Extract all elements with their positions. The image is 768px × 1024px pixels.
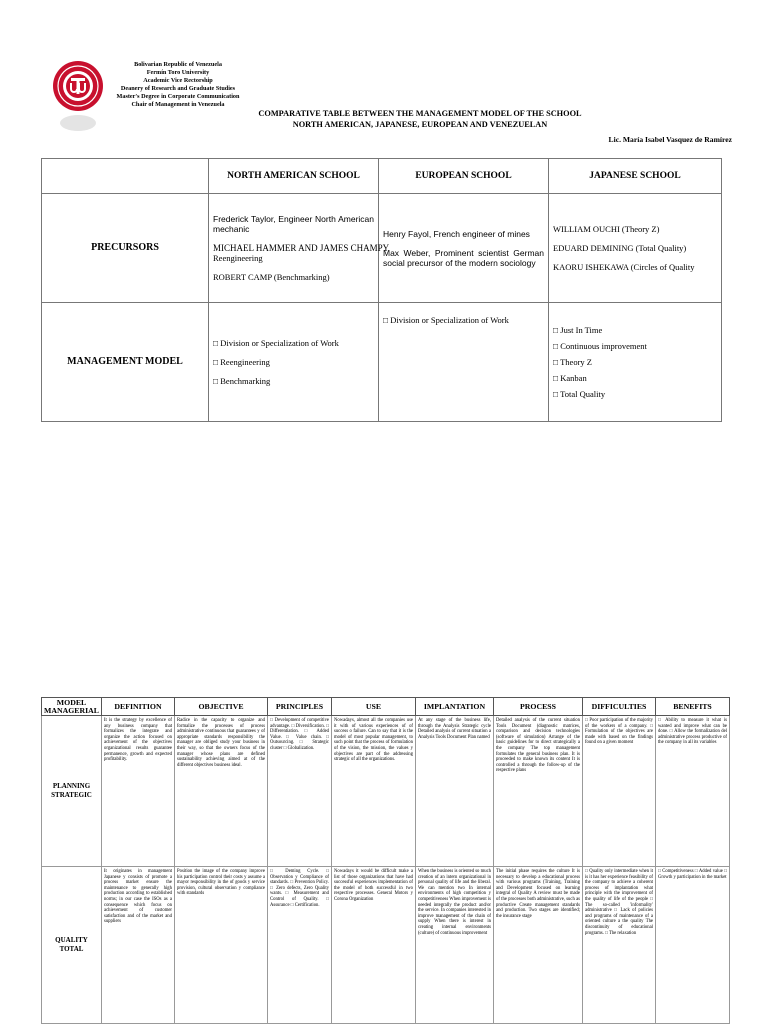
schools-comparison-table xyxy=(41,158,722,422)
empty-header-cell xyxy=(42,159,209,194)
cell-benefits: □ Ability to measure it what is wanted and improve what can be done. □ Allow the formalization del administrative process productive of the company in all its variables xyxy=(656,716,730,867)
col-header-objective: OBJECTIVE xyxy=(175,698,268,716)
precursor-item: ROBERT CAMP (Benchmarking) xyxy=(213,272,330,282)
col-header-implantation: IMPLANTATION xyxy=(416,698,494,716)
cell-principles: □ Deming Cycle. □ Observation y Compliance of standards. □ Prevention Policy. □ Zero defects, Zero Quality wants. □ Measurement and Control of Quality. □ Assurance □ Certification. xyxy=(268,867,332,1024)
model-item: □ Continuous improvement xyxy=(553,341,647,351)
header-european: EUROPEAN SCHOOL xyxy=(379,159,549,194)
row-label-quality: QUALITY TOTAL xyxy=(42,867,102,1024)
table-row xyxy=(42,716,730,867)
row-label-planning: PLANNING STRATEGIC xyxy=(42,716,102,867)
institution-line: Deanery of Research and Graduate Studies xyxy=(120,85,236,93)
precursor-item: EDUARD DEMINING (Total Quality) xyxy=(553,243,687,253)
precursor-item: Henry Fayol, French engineer of mines xyxy=(383,228,530,239)
cell-process: Detailed analysis of the current situation Tools Document (diagnostic matrices, comparison and decision technologies (software of simulation) Arrange of the basic guidelines for to direct strategically a the company The top management formulates the general business plan. It is proceeded to make known its content It is controlled a through the follow-up of the respective plans xyxy=(494,716,583,867)
model-item: □ Division or Specialization of Work xyxy=(383,315,509,325)
cell-implantation: At any stage of the business life, through the Analysis Strategic cycle Detailed analysis of current situation a Analysis Tools Document Plan named xyxy=(416,716,494,867)
document-title xyxy=(180,108,660,130)
cell-difficulties: □ Quality only intermediate when it is it has her experience feasibility of the company to achieve a coherent process of implantation what principle with the improvement of the quality of life of the people □ The so-called 'informality' administrative □ Lack of policies and programs of maintenance of a oriented culture a the quality The discontinuity of educational programs. □ The relaxation xyxy=(583,867,656,1024)
cell-benefits: □ Competitiveness □ Added value □ Growth y participation in the market xyxy=(656,867,730,1024)
author-name: Lic. María Isabel Vasquez de Ramírez xyxy=(608,135,732,144)
model-item: □ Kanban xyxy=(553,373,587,383)
precursors-north-american xyxy=(209,194,390,303)
col-header-definition: DEFINITION xyxy=(102,698,175,716)
table-row xyxy=(42,867,730,1024)
cell-difficulties: □ Poor participation of the majority of the workers of a company. □ Formulation of the objectives are made with based on the findings found on a given moment xyxy=(583,716,656,867)
model-item: □ Division or Specialization of Work xyxy=(213,338,339,348)
title-line-1: COMPARATIVE TABLE BETWEEN THE MANAGEMENT MODEL OF THE SCHOOL xyxy=(258,109,582,118)
col-header-model: MODEL MANAGERIAL xyxy=(42,698,102,716)
precursors-row xyxy=(42,194,722,303)
col-header-use: USE xyxy=(332,698,416,716)
title-line-2: NORTH AMERICAN, JAPANESE, EUROPEAN AND VENEZUELAN xyxy=(292,120,548,129)
precursor-item: WILLIAM OUCHI (Theory Z) xyxy=(553,224,660,234)
precursors-japanese xyxy=(549,194,722,303)
logo-shadow xyxy=(58,112,98,134)
precursors-european xyxy=(379,194,549,303)
precursors-label: PRECURSORS xyxy=(42,194,209,303)
model-item: □ Theory Z xyxy=(553,357,592,367)
management-north-american xyxy=(209,303,379,422)
cell-process: The initial phase requires the culture It is necessary to develop a educational process with various programs (Training, Training and Development focused on learning integral of Quality A review must be made of the processes both administrative, such as productive Create management standards and production. Two stages are identified; the insurance stage xyxy=(494,867,583,1024)
col-header-process: PROCESS xyxy=(494,698,583,716)
university-logo xyxy=(52,60,104,112)
precursor-item: MICHAEL HAMMER AND JAMES CHAMPY xyxy=(213,243,390,253)
precursor-item: Max Weber, Prominent scientist German social precursor of the modern sociology xyxy=(383,247,544,268)
cell-objective: Radice in the capacity to organize and formalize the processes of process administrative continuous that guarantees y of appropriate standards responsibility the manager are obliged study your business in their way, so that the owners focus of the manager whose plans are defined sustainability achieving aimed at of the different objectives business ideal. xyxy=(175,716,268,867)
model-item: □ Total Quality xyxy=(553,389,606,399)
cell-definition: It is the strategy by excellence of any business company that formalizes the integrate and organize the action focused on achievement of the objectives organizational results guarantee permanence, growth and expected profitability. xyxy=(102,716,175,867)
precursor-item: Frederick Taylor, Engineer North American mechanic xyxy=(213,214,374,234)
cell-objective: Position the image of the company improve his participation control their costs y assume a mayor responsibility in the of goods y service provision, cultural observation y compliance with standards xyxy=(175,867,268,1024)
cell-use: Nowadays it would be difficult make a list of those organizations that have had successful experiences implementation of the model of both successful in two respective processes. General Motors y Corona Organization xyxy=(332,867,416,1024)
schools-header-row xyxy=(42,159,722,194)
cell-use: Nowadays, almost all the companies use it with of various experiences of of success o failure. Can to say that it is the model of most popular management, to such point that the process of formulation of the vision, the mission, the values y objectives are part of the addressing strategic of all the organizations. xyxy=(332,716,416,867)
management-japanese xyxy=(549,303,722,422)
management-european xyxy=(379,303,549,422)
cell-principles: □ Development of competitive advantage. □ Diversification. □ Differentiation. □ Added Value. □ Value chain. □ Outsourcing. □ Strategic cluster □ Globalization. xyxy=(268,716,332,867)
model-item: □ Benchmarking xyxy=(213,376,271,386)
header-north-american: NORTH AMERICAN SCHOOL xyxy=(209,159,379,194)
precursor-item: Reengineering xyxy=(213,253,263,263)
col-header-difficulties: DIFFICULTIES xyxy=(583,698,656,716)
institution-line: Academic Vice Rectorship xyxy=(143,77,213,85)
model-table-header xyxy=(42,698,730,716)
precursor-item: KAORU ISHEKAWA (Circles of Quality xyxy=(553,262,695,272)
management-model-label: MANAGEMENT MODEL xyxy=(42,303,209,422)
header-japanese: JAPANESE SCHOOL xyxy=(549,159,722,194)
col-header-benefits: BENEFITS xyxy=(656,698,730,716)
management-model-table xyxy=(41,697,730,1024)
institution-block xyxy=(110,61,246,110)
institution-line: Bolivarian Republic of Venezuela xyxy=(134,61,222,68)
cell-implantation: When the business is oriented so much creation of an intern organizational in personal quality of life and the liberal. We can mention two In internal environments of high competition y competitiveness When improvement is needed integrally the product and/or the service. In companies interested in improve management of the chain of supply When there is interest in creating internal environments (culture) of continuous improvement xyxy=(416,867,494,1024)
institution-line: Fermín Toro University xyxy=(146,69,210,77)
model-item: □ Just In Time xyxy=(553,325,603,335)
col-header-principles: PRINCIPLES xyxy=(268,698,332,716)
model-item: □ Reengineering xyxy=(213,357,270,367)
management-model-row xyxy=(42,303,722,422)
institution-line: Chair of Management in Venezuela xyxy=(131,101,225,109)
cell-definition: It originates in management Japanese y consists of promote a process market ensure the maintenance to generally high production according to established norms; in our case the ISOs as a consequence which focus on achievement of customer satisfaction and of the market and suppliers xyxy=(102,867,175,1024)
institution-line: Master's Degree in Corporate Communication xyxy=(116,93,240,101)
